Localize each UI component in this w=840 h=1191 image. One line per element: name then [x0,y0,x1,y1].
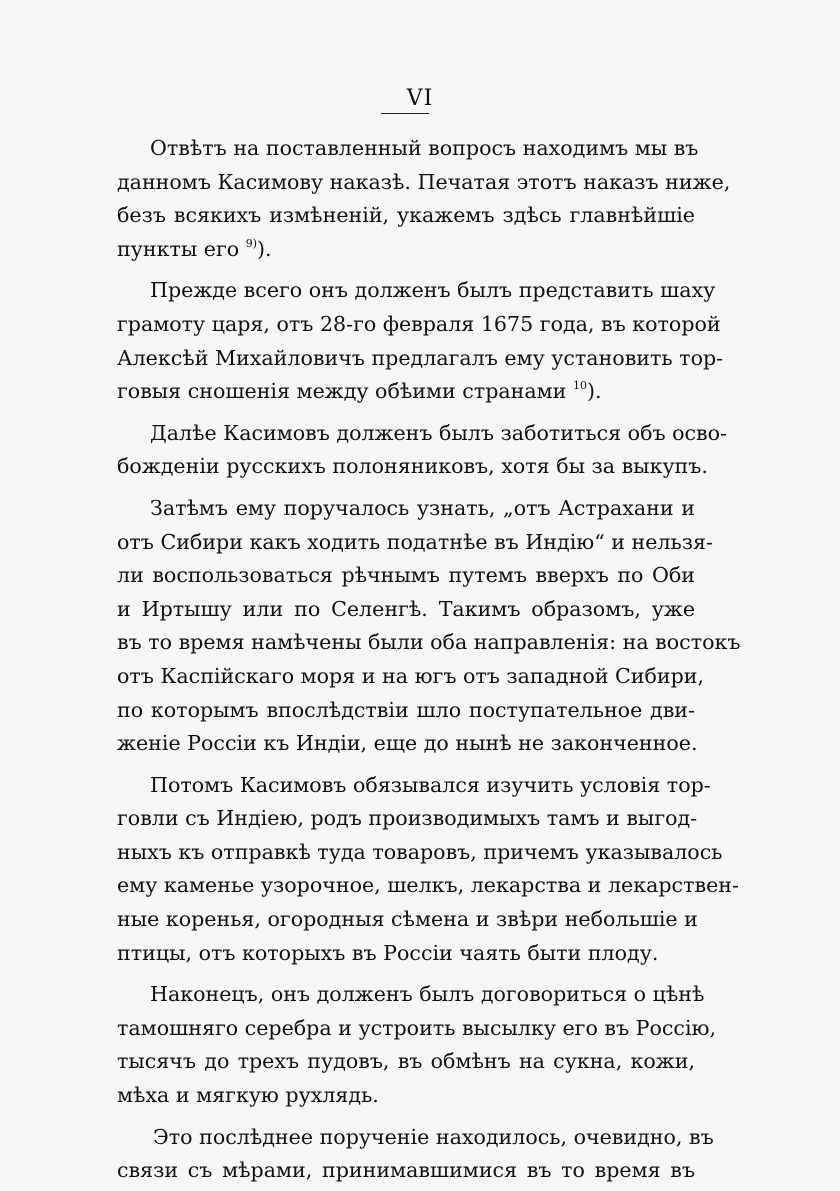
text-line: пункты его $^{9)}$). [117,236,272,261]
text-line: Далѣе Касимовъ долженъ былъ заботиться объ осво- [150,420,728,445]
text-line: ныхъ къ отправкѣ туда товаровъ, причемъ указывалось [117,839,723,864]
text-line: говыя сношенія между обѣими странами $^{10}$). [117,379,602,404]
text-line: отъ Каспійскаго моря и на югъ отъ западной Сибири, [117,663,705,688]
footnote-ref: 9) [245,236,257,250]
paragraph [117,132,731,266]
text-line: данномъ Касимову наказѣ. Печатая этотъ наказъ ниже, [117,169,731,194]
text-line: тысячъ до трехъ пудовъ, въ обмѣнъ на сукна, кожи, [117,1049,695,1074]
paragraph [117,492,741,761]
text-line: Затѣмъ ему поручалось узнать, „отъ Астрахани и [150,495,695,520]
page-number-rule [381,113,429,114]
text-line: по которымъ впослѣдствіи шло поступательное дви- [117,697,695,722]
text-line: и Иртышу или по Селенгѣ. Такимъ образомъ, уже [117,596,695,621]
text-line: тамошняго серебра и устроить высылку его въ Россію, [117,1015,717,1040]
text-line: грамоту царя, отъ 28-го февраля 1675 года, въ которой [117,311,721,336]
text-line: Потомъ Касимовъ обязывался изучить условія тор- [150,772,711,797]
text-line: Отвѣтъ на поставленный вопросъ находимъ мы въ [150,136,699,160]
page-number: VI [406,86,434,111]
text-line: божденіи русскихъ полоняниковъ, хотя бы за выкупъ. [117,454,708,479]
paragraph [117,1121,714,1188]
text-line: женіе Россіи къ Индіи, еще до нынѣ не законченное. [117,731,698,756]
text-line: Алексѣй Михайловичъ предлагалъ ему установить тор- [117,345,724,370]
text-line: ему каменье узорочное, шелкъ, лекарства и лекарствен- [117,873,739,898]
paragraph [117,417,728,484]
text-line: ные коренья, огородныя сѣмена и звѣри небольшіе и [117,907,698,932]
text-line: Наконецъ, онъ долженъ былъ договориться о цѣнѣ [150,982,705,1007]
text-line: связи съ мѣрами, принимавшимися въ то время въ [117,1158,695,1183]
paragraph [117,769,739,971]
text-line: безъ всякихъ измѣненій, укажемъ здѣсь главнѣйшіе [117,203,695,228]
body-text [117,132,741,1188]
text-line: Это послѣднее порученіе находилось, очевидно, въ [153,1124,714,1149]
text-line: ли воспользоваться рѣчнымъ путемъ вверхъ по Оби [117,563,695,588]
text-line: говли съ Индіею, родъ производимыхъ тамъ и выгод- [117,806,698,831]
text-line: мѣха и мягкую рухлядь. [117,1083,379,1108]
text-line: птицы, отъ которыхъ въ Россіи чаять быти плоду. [117,940,659,965]
paragraph [117,274,724,408]
paragraph [117,978,717,1112]
text-line: Прежде всего онъ долженъ былъ представить шаху [150,278,716,303]
footnote-ref: 10 [572,379,587,393]
text-line: отъ Сибири какъ ходить податнѣе въ Индію“ и нельзя- [117,529,713,554]
text-line: въ то время намѣчены были оба направленія: на востокъ [117,630,741,655]
